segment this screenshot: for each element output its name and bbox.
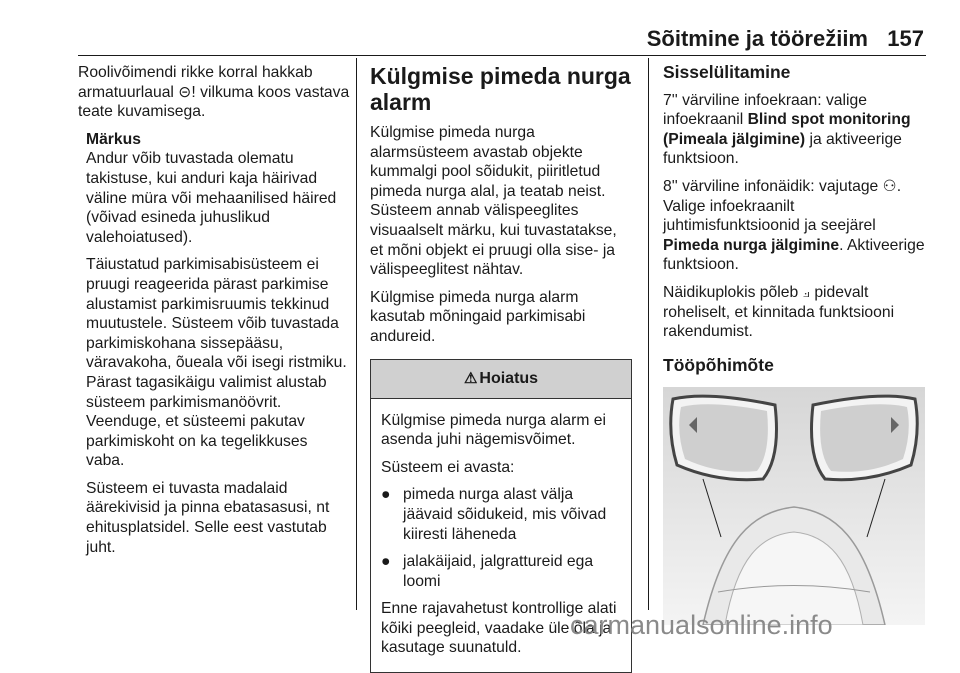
warning-text: Külgmise pimeda nurga alarm ei asenda juhi nägemisvõimet.	[381, 411, 606, 449]
paragraph: Täiustatud parkimisabisüsteem ei pruugi reageerida pärast parkimise alustamist parkimisruumis tekkinud muutustele. Süsteem võib tuvastada parkimiskohana sissepääsu, väravakoha, õueala või isegi ristmiku. Pärast tagasikäigu valimist alustab süsteem parkimismanöövrit. Veenduge, et süsteemi pakutav parkimiskoht on ka tegelikkuses vaba.	[86, 256, 347, 470]
column-1	[78, 63, 350, 565]
column-divider-1	[356, 58, 357, 610]
column-3	[663, 63, 925, 625]
text-run: 8'' värviline infonäidik: vajutage ⚇. Valige infoekraanilt juhtimisfunktsioonid ja seejärel	[663, 177, 902, 235]
paragraph	[663, 91, 925, 169]
bullet-icon: ●	[381, 553, 391, 571]
paragraph	[663, 177, 925, 275]
intro-paragraph: Roolivõimendi rikke korral hakkab armatuurlaual ⊝! vilkuma koos vastava teate kuvamisega.	[78, 64, 350, 121]
text-run: . Aktiveerige funktsioon.	[663, 236, 925, 274]
right-mirror-icon	[812, 396, 918, 480]
bullet-icon: ●	[381, 486, 391, 504]
car-mirrors-illustration	[663, 387, 925, 625]
mirror-illustration	[663, 387, 925, 625]
page-number: 157	[887, 26, 924, 51]
text-run: ja aktiveerige funktsioon.	[663, 130, 902, 168]
list-item-text: jalakäijaid, jalgrattureid ega loomi	[403, 553, 594, 590]
text-run: 7'' värviline infoekraan: valige infoekraanil	[663, 91, 867, 129]
page-header	[0, 0, 960, 52]
list-item-text: pimeda nurga alast välja jäävaid sõidukeid, mis võivad kiiresti läheneda	[403, 486, 607, 543]
watermark: carmanualsonline.info	[570, 610, 833, 640]
paragraph: Külgmise pimeda nurga alarmsüsteem avastab objekte kummalgi pool sõidukit, piiritletud pimeda nurga alal, ja teatab neist. Süsteem annab välispeeglites visuaalselt märku, kui tuvastatakse, et mõni objekt ei pruugi olla sise- ja välispeeglitest nähtav.	[370, 124, 617, 279]
section-heading: Tööpõhimõte	[663, 354, 774, 375]
list-item	[381, 485, 621, 544]
warning-triangle-icon: ⚠	[463, 369, 478, 387]
left-mirror-icon	[671, 396, 777, 480]
page-title: Sõitmine ja töörežiim	[646, 26, 868, 51]
header-rule	[78, 55, 926, 56]
warning-text: Enne rajavahetust kontrollige alati kõiki peegleid, vaadake üle õla ja kasutage suunatuld.	[381, 600, 617, 657]
list-item	[381, 552, 621, 591]
menu-option-text: Blind spot monitoring (Pimeala jälgimine)	[663, 111, 911, 148]
note-text: Andur võib tuvastada olematu takistuse, kui anduri kaja häirivad väline müra või mehaanilised häired (võivad esineda juhuslikud valehoiatused).	[86, 150, 337, 246]
paragraph: Näidikuplokis põleb ⟓ pidevalt roheliselt, et kinnitada funktsiooni rakendumist.	[663, 283, 895, 341]
column-2	[370, 63, 632, 673]
note-title: Märkus	[86, 130, 141, 148]
warning-header	[371, 360, 631, 399]
menu-option-text: Pimeda nurga jälgimine	[663, 236, 840, 254]
section-heading: Sisselülitamine	[663, 62, 791, 82]
paragraph: Külgmise pimeda nurga alarm kasutab mõningaid parkimisabi andureid.	[370, 288, 586, 345]
column-divider-2	[648, 58, 649, 610]
section-heading: Külgmise pimeda nurga alarm	[370, 63, 631, 115]
warning-title: Hoiatus	[479, 369, 539, 387]
warning-text: Süsteem ei avasta:	[381, 458, 515, 476]
paragraph: Süsteem ei tuvasta madalaid äärekivisid ja pinna ebatasasusi, nt ehitusplatsidel. Selle eest vastutab juht.	[86, 479, 330, 556]
note-block	[78, 130, 350, 557]
